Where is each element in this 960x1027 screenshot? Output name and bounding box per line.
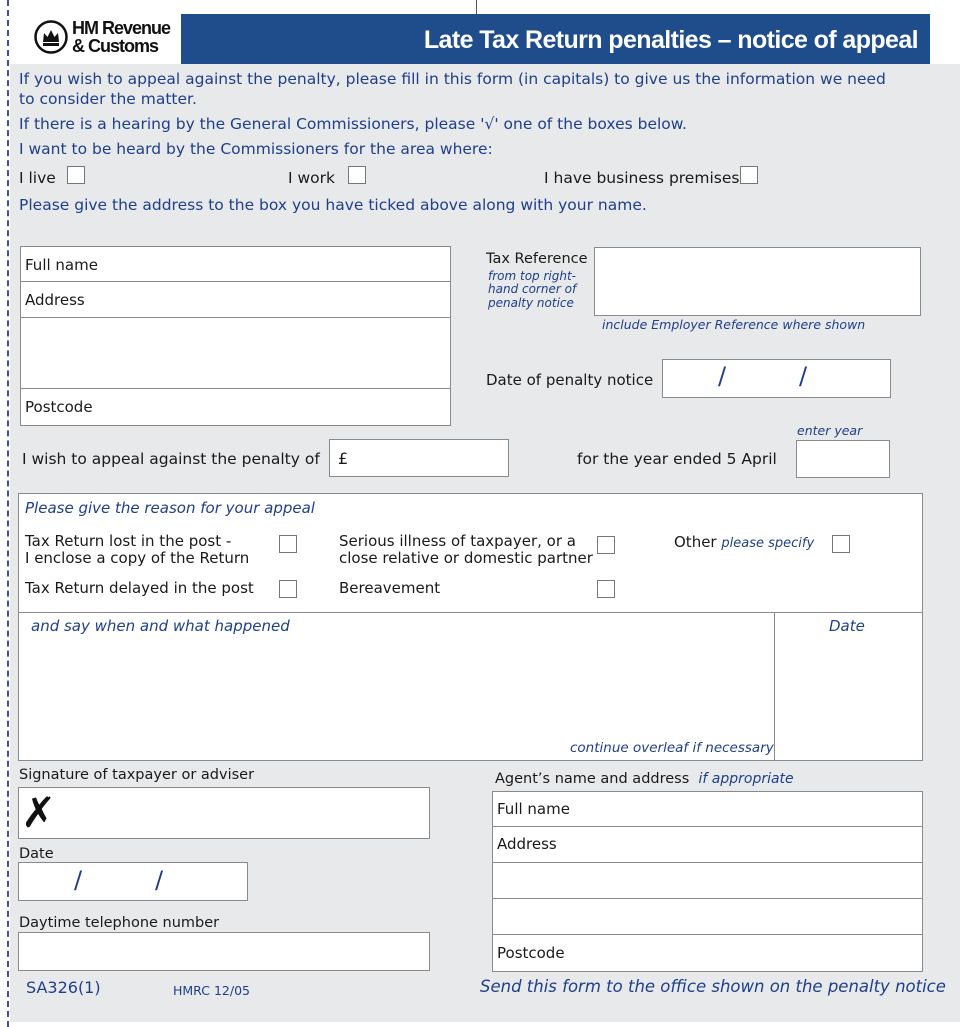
header-bar xyxy=(181,14,930,64)
other-hint: please specify xyxy=(721,536,815,551)
other-reason-label xyxy=(674,533,814,551)
agent-full-name-label: Full name xyxy=(497,800,570,818)
live-checkbox[interactable] xyxy=(67,166,85,184)
hearing-area-question: I want to be heard by the Commissioners for the area where: xyxy=(19,140,493,158)
other-text: Other xyxy=(674,533,717,551)
signature-label: Signature of taxpayer or adviser xyxy=(19,767,255,783)
logo-line-2: & Customs xyxy=(72,36,159,56)
lost-in-post-checkbox[interactable] xyxy=(279,535,297,553)
send-instruction: Send this form to the office shown on the penalty notice xyxy=(480,977,946,996)
work-label: I work xyxy=(288,169,336,187)
work-checkbox[interactable] xyxy=(348,166,366,184)
delayed-label: Tax Return delayed in the post xyxy=(25,579,254,597)
bereavement-label: Bereavement xyxy=(339,579,441,597)
full-name-label: Full name xyxy=(25,256,98,274)
date-separator: / xyxy=(74,866,83,894)
address-field-2[interactable] xyxy=(20,317,451,389)
agent-address-field-1[interactable] xyxy=(492,826,923,863)
hearing-instruction xyxy=(19,114,899,134)
agent-hint: if appropriate xyxy=(698,771,794,787)
lost-in-post-line-1: Tax Return lost in the post - xyxy=(25,532,232,550)
continue-overleaf-note: continue overleaf if necessary xyxy=(570,740,774,756)
tax-reference-hint-3: penalty notice xyxy=(488,296,574,310)
live-label: I live xyxy=(19,169,56,187)
penalty-amount-field[interactable] xyxy=(329,439,509,477)
what-happened-label: and say when and what happened xyxy=(31,617,290,635)
tax-reference-hint-2: hand corner of xyxy=(488,282,577,296)
enter-year-hint: enter year xyxy=(797,423,863,438)
year-field[interactable] xyxy=(796,440,890,478)
date-separator: / xyxy=(155,866,164,894)
phone-label: Daytime telephone number xyxy=(19,915,220,931)
pound-sign: £ xyxy=(338,449,349,468)
agent-postcode-label: Postcode xyxy=(497,944,565,962)
cut-line xyxy=(7,0,9,1027)
address-label: Address xyxy=(25,291,85,309)
tax-reference-field[interactable] xyxy=(594,247,921,316)
illness-line-2: close relative or domestic partner xyxy=(339,549,593,567)
illness-checkbox[interactable] xyxy=(597,536,615,554)
tax-reference-label: Tax Reference xyxy=(486,251,588,267)
what-happened-date-field[interactable] xyxy=(774,612,923,761)
form-code: SA326(1) xyxy=(26,978,101,997)
fold-mark xyxy=(476,0,477,14)
address-instruction: Please give the address to the box you have ticked above along with your name. xyxy=(19,196,647,214)
business-checkbox[interactable] xyxy=(740,166,758,184)
appeal-amount-label: I wish to appeal against the penalty of xyxy=(22,450,320,468)
postcode-label: Postcode xyxy=(25,398,93,416)
agent-address-label: Address xyxy=(497,835,557,853)
form-title: Late Tax Return penalties – notice of appeal xyxy=(423,26,918,54)
agent-full-name-field[interactable] xyxy=(492,791,923,827)
sign-date-field[interactable] xyxy=(18,862,248,901)
address-field-1[interactable] xyxy=(20,281,451,318)
illness-line-1: Serious illness of taxpayer, or a xyxy=(339,532,576,550)
crown-crest-icon xyxy=(34,20,68,54)
business-label: I have business premises xyxy=(544,169,740,187)
postcode-field[interactable] xyxy=(20,388,451,426)
phone-field[interactable] xyxy=(18,932,430,971)
penalty-date-label: Date of penalty notice xyxy=(486,371,654,389)
agent-address-field-2[interactable] xyxy=(492,862,923,899)
year-ended-label: for the year ended 5 April xyxy=(577,450,777,468)
intro-paragraph: If you wish to appeal against the penalty, please fill in this form (in capitals) to give us the information we need to consider the matter. xyxy=(19,70,886,108)
tick-symbol: √ xyxy=(484,115,495,133)
lost-in-post-line-2: I enclose a copy of the Return xyxy=(25,549,250,567)
hearing-text-b: ' one of the boxes below. xyxy=(494,115,687,133)
what-happened-date-label: Date xyxy=(829,617,865,635)
delayed-checkbox[interactable] xyxy=(279,580,297,598)
signature-field[interactable] xyxy=(18,787,430,839)
date-separator: / xyxy=(718,362,727,390)
employer-reference-note: include Employer Reference where shown xyxy=(602,317,866,332)
other-checkbox[interactable] xyxy=(832,535,850,553)
reasons-heading: Please give the reason for your appeal xyxy=(25,499,315,517)
hearing-text-a: If there is a hearing by the General Commissioners, please ' xyxy=(19,115,485,133)
agent-label xyxy=(495,770,794,788)
form-version: HMRC 12/05 xyxy=(173,983,250,998)
sign-date-label: Date xyxy=(19,846,54,862)
reasons-section xyxy=(18,493,923,613)
date-separator: / xyxy=(799,362,808,390)
agent-label-text: Agent’s name and address xyxy=(495,771,690,787)
logo-line-1: HM Revenue xyxy=(72,18,171,38)
agent-address-field-3[interactable] xyxy=(492,898,923,935)
penalty-date-field[interactable] xyxy=(662,359,891,398)
agent-postcode-field[interactable] xyxy=(492,934,923,972)
full-name-field[interactable] xyxy=(20,246,451,282)
signature-cross-mark: ✗ xyxy=(21,788,57,837)
bereavement-checkbox[interactable] xyxy=(597,580,615,598)
tax-reference-hint-1: from top right- xyxy=(488,269,577,283)
what-happened-field[interactable] xyxy=(18,612,775,761)
